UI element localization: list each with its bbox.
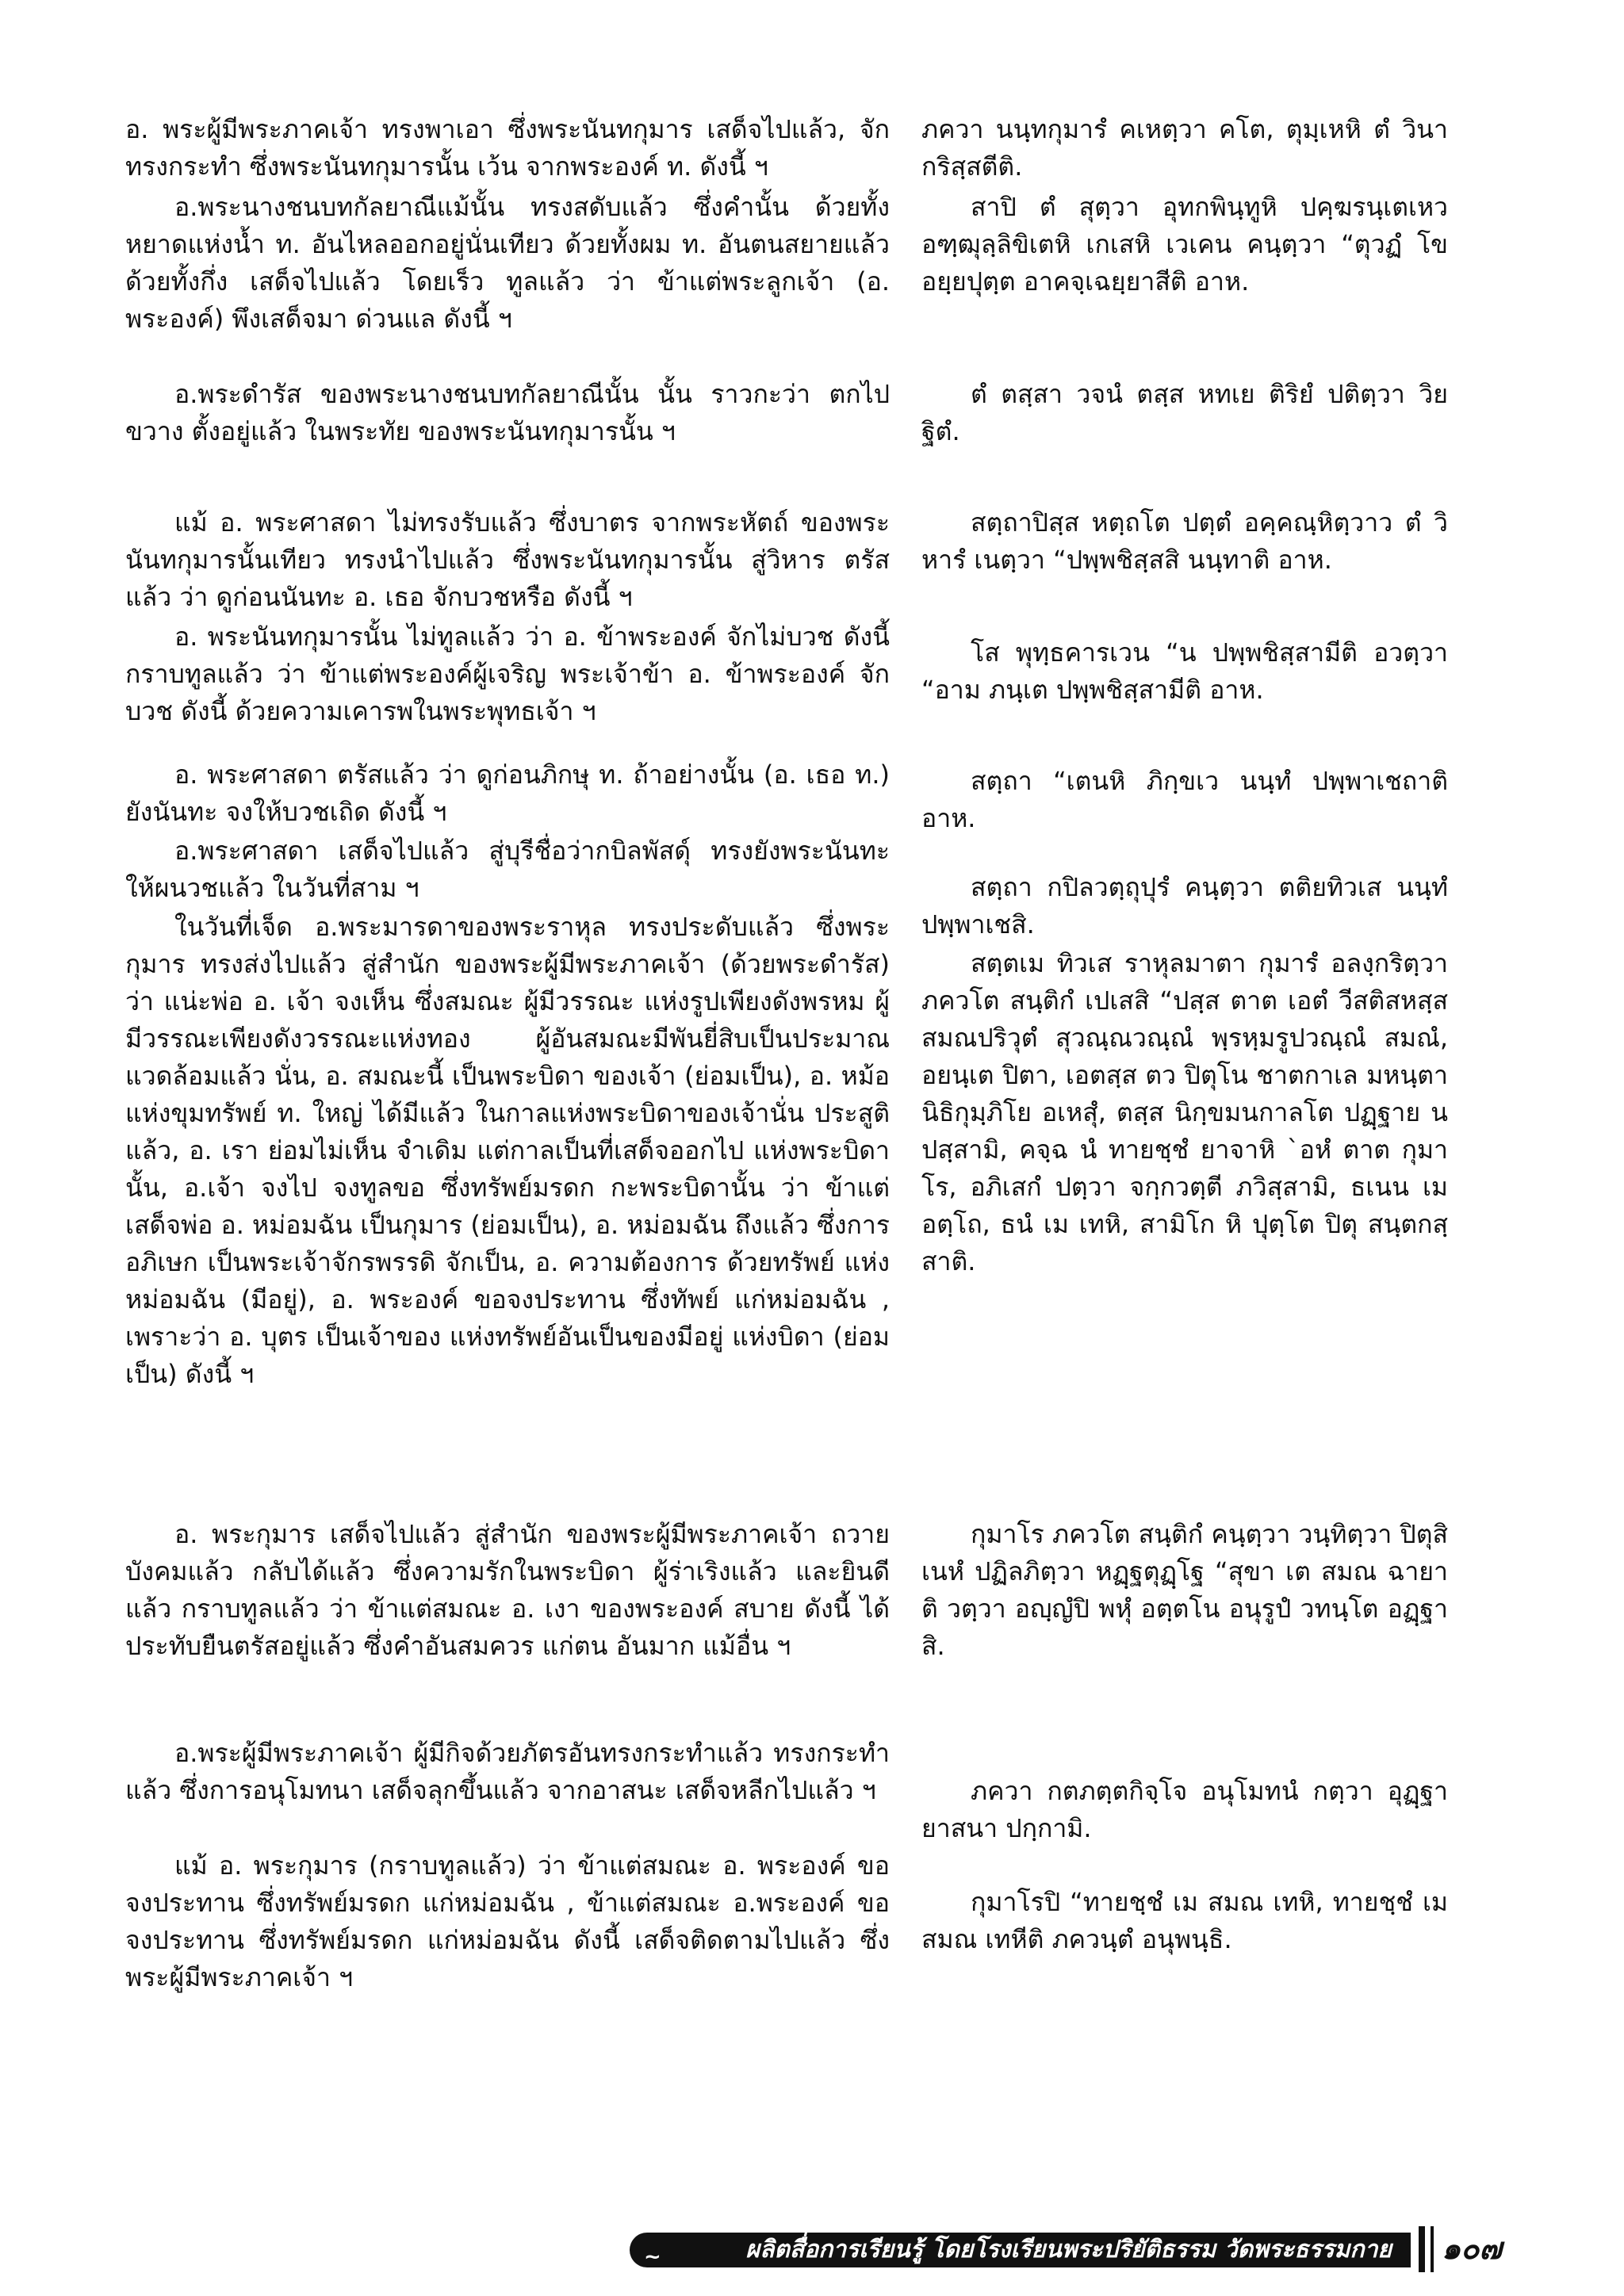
- left-paragraph-9: อ. พระกุมาร เสด็จไปแล้ว สู่สำนัก ของพระผู้มีพระภาคเจ้า ถวายบังคมแล้ว กลับได้แล้ว ซึ่งความรักในพระบิดา ผู้ร่าเริงแล้ว และยินดีแล้ว กราบทูลแล้ว ว่า ข้าแต่สมณะ อ. เงา ของพระองค์ สบาย ดังนี้ ได้ประทับยืนตรัสอยู่แล้ว ซึ่งคำอันสมควร แก่ตน อันมาก แม้อื่น ฯ: [125, 1519, 890, 1661]
- page-footer: [630, 2225, 1502, 2272]
- left-paragraph-6: อ. พระศาสดา ตรัสแล้ว ว่า ดูก่อนภิกษุ ท. ถ้าอย่างนั้น (อ. เธอ ท.) ยังนันทะ จงให้บวชเถิด ดังนี้ ฯ: [125, 760, 890, 827]
- right-paragraph-3: ตํ ตสฺสา วจนํ ตสฺส หทเย ติริยํ ปติตฺวา วิย ฐิตํ.: [921, 379, 1448, 446]
- left-paragraph-8: ในวันที่เจ็ด อ.พระมารดาของพระราหุล ทรงประดับแล้ว ซึ่งพระกุมาร ทรงส่งไปแล้ว สู่สำนัก ของพระผู้มีพระภาคเจ้า (ด้วยพระดำรัส) ว่า แน่ะพ่อ อ. เจ้า จงเห็น ซึ่งสมณะ ผู้มีวรรณะ แห่งรูปเพียงดังพรหม ผู้มีวรรณะเพียงดังวรรณะแห่งทอง ผู้อันสมณะมีพันยี่สิบเป็นประมาณแวดล้อมแล้ว นั่น, อ. สมณะนี้ เป็นพระบิดา ของเจ้า (ย่อมเป็น), อ. หม้อแห่งขุมทรัพย์ ท. ใหญ่ ได้มีแล้ว ในกาลแห่งพระบิดาของเจ้านั่น ประสูติแล้ว, อ. เรา ย่อมไม่เห็น จำเดิม แต่กาลเป็นที่เสด็จออกไป แห่งพระบิดานั้น, อ.เจ้า จงไป จงทูลขอ ซึ่งทรัพย์มรดก กะพระบิดานั้น ว่า ข้าแต่เสด็จพ่อ อ. หม่อมฉัน เป็นกุมาร (ย่อมเป็น), อ. หม่อมฉัน ถึงแล้ว ซึ่งการอภิเษก เป็นพระเจ้าจักรพรรดิ จักเป็น, อ. ความต้องการ ด้วยทรัพย์ แห่งหม่อมฉัน (มีอยู่), อ. พระองค์ ขอจงประทาน ซึ่งทัพย์ แก่หม่อมฉัน , เพราะว่า อ. บุตร เป็นเจ้าของ แห่งทรัพย์อันเป็นของมีอยู่ แห่งบิดา (ย่อมเป็น) ดังนี้ ฯ: [125, 912, 890, 1389]
- right-paragraph-10: ภควา กตภตฺตกิจฺโจ อนุโมทนํ กตฺวา อุฏฺฐายาสนา ปกฺกามิ.: [921, 1776, 1448, 1843]
- right-paragraph-1: ภควา นนฺทกุมารํ คเหตฺวา คโต, ตุมฺเหหิ ตํ วินา กริสฺสตีติ.: [921, 114, 1448, 182]
- footer-banner: [630, 2233, 1411, 2267]
- left-paragraph-5: อ. พระนันทกุมารนั้น ไม่ทูลแล้ว ว่า อ. ข้าพระองค์ จักไม่บวช ดังนี้ กราบทูลแล้ว ว่า ข้าแต่พระองค์ผู้เจริญ พระเจ้าข้า อ. ข้าพระองค์ จักบวช ดังนี้ ด้วยความเคารพในพระพุทธเจ้า ฯ: [125, 622, 891, 726]
- page-number: ๑๐๗: [1442, 2231, 1502, 2266]
- right-paragraph-11: กุมาโรปิ “ทายชฺชํ เม สมณ เทหิ, ทายชฺชํ เม สมณ เทหีติ ภควนฺตํ อนุพนฺธิ.: [921, 1887, 1448, 1954]
- footer-publisher-text: ผลิตสื่อการเรียนรู้ โดยโรงเรียนพระปริยัติธรรม วัดพระธรรมกาย: [745, 2236, 1392, 2263]
- right-paragraph-8: สตฺตเม ทิวเส ราหุลมาตา กุมารํ อลงฺกริตฺวา ภควโต สนฺติกํ เปเสสิ “ปสฺส ตาต เอตํ วีสติสหสฺสสมณปริวุตํ สุวณฺณวณฺณํ พฺรหฺมรูปวณฺณํ สมณํ, อยนฺเต ปิตา, เอตสฺส ตว ปิตุโน ชาตกาเล มหนฺตา นิธิกุมฺภิโย อเหสุํ, ตสฺส นิกฺขมนกาลโต ปฏฺฐาย น ปสฺสามิ, คจฺฉ นํ ทายชฺชํ ยาจาหิ `อหํ ตาต กุมาโร, อภิเสกํ ปตฺวา จกฺกวตฺตี ภวิสฺสามิ, ธเนน เม อตฺโถ, ธนํ เม เทหิ, สามิโก หิ ปุตฺโต ปิตุ สนฺตกสฺสาติ.: [921, 948, 1448, 1276]
- left-paragraph-3: อ.พระดำรัส ของพระนางชนบทกัลยาณีนั้น นั้น ราวกะว่า ตกไป ขวาง ตั้งอยู่แล้ว ในพระทัย ของพระนันทกุมารนั้น ฯ: [125, 379, 890, 446]
- right-paragraph-7: สตฺถา กปิลวตฺถุปุรํ คนฺตฺวา ตติยทิวเส นนฺทํ ปพฺพาเชสิ.: [921, 872, 1448, 939]
- left-paragraph-11: แม้ อ. พระกุมาร (กราบทูลแล้ว) ว่า ข้าแต่สมณะ อ. พระองค์ ขอจงประทาน ซึ่งทรัพย์มรดก แก่หม่อมฉัน , ข้าแต่สมณะ อ.พระองค์ ขอจงประทาน ซึ่งทรัพย์มรดก แก่หม่อมฉัน ดังนี้ เสด็จติดตามไปแล้ว ซึ่งพระผู้มีพระภาคเจ้า ฯ: [125, 1850, 890, 1992]
- left-paragraph-10: อ.พระผู้มีพระภาคเจ้า ผู้มีกิจด้วยภัตรอันทรงกระทำแล้ว ทรงกระทำแล้ว ซึ่งการอนุโมทนา เสด็จลุกขึ้นแล้ว จากอาสนะ เสด็จหลีกไปแล้ว ฯ: [125, 1738, 890, 1805]
- left-paragraph-4: แม้ อ. พระศาสดา ไม่ทรงรับแล้ว ซึ่งบาตร จากพระหัตถ์ ของพระนันทกุมารนั้นเทียว ทรงนำไปแล้ว ซึ่งพระนันทกุมารนั้น สู่วิหาร ตรัสแล้ว ว่า ดูก่อนนันทะ อ. เธอ จักบวชหรือ ดังนี้ ฯ: [125, 507, 890, 612]
- left-paragraph-7: อ.พระศาสดา เสด็จไปแล้ว สู่บุรีชื่อว่ากบิลพัสดุ์ ทรงยังพระนันทะ ให้ผนวชแล้ว ในวันที่สาม ฯ: [125, 836, 890, 903]
- right-paragraph-6: สตฺถา “เตนหิ ภิกฺขเว นนฺทํ ปพฺพาเชถาติ อาห.: [921, 766, 1448, 833]
- right-paragraph-5: โส พุทฺธคารเวน “น ปพฺพชิสฺสามีติ อวตฺวา “อาม ภนฺเต ปพฺพชิสฺสามีติ อาห.: [921, 637, 1448, 705]
- swirl-ornament-icon: ~: [644, 2245, 661, 2269]
- left-paragraph-2: อ.พระนางชนบทกัลยาณีแม้นั้น ทรงสดับแล้ว ซึ่งคำนั้น ด้วยทั้งหยาดแห่งน้ำ ท. อันไหลออกอยู่นั่นเทียว ด้วยทั้งผม ท. อันตนสยายแล้วด้วยทั้งกึ่ง เสด็จไปแล้ว โดยเร็ว ทูลแล้ว ว่า ข้าแต่พระลูกเจ้า (อ. พระองค์) พึงเสด็จมา ด่วนแล ดังนี้ ฯ: [125, 192, 891, 334]
- right-paragraph-4: สตฺถาปิสฺส หตฺถโต ปตฺตํ อคฺคณฺหิตฺวาว ตํ วิหารํ เนตฺวา “ปพฺพชิสฺสสิ นนฺทาติ อาห.: [921, 507, 1448, 575]
- footer-divider-thick: [1419, 2226, 1425, 2272]
- right-paragraph-2: สาปิ ตํ สุตฺวา อุทกพินฺทูหิ ปคฺฆรนฺเตเหว อฑฺฒุลฺลิขิเตหิ เกเสหิ เวเคน คนฺตฺวา “ตุวฏํ โข อยฺยปุตฺต อาคจฺเฉยฺยาสีติ อาห.: [921, 192, 1448, 297]
- right-paragraph-9: กุมาโร ภควโต สนฺติกํ คนฺตฺวา วนฺทิตฺวา ปิตุสิเนหํ ปฏิลภิตฺวา หฏฺฐตุฏฺโฐ “สุขา เต สมณ ฉายาติ วตฺวา อญฺญํปิ พหุํ อตฺตโน อนุรูปํ วทนฺโต อฏฺฐาสิ.: [921, 1519, 1448, 1661]
- footer-divider-thin: [1431, 2226, 1434, 2272]
- left-paragraph-1: อ. พระผู้มีพระภาคเจ้า ทรงพาเอา ซึ่งพระนันทกุมาร เสด็จไปแล้ว, จักทรงกระทำ ซึ่งพระนันทกุมารนั้น เว้น จากพระองค์ ท. ดังนี้ ฯ: [125, 114, 891, 182]
